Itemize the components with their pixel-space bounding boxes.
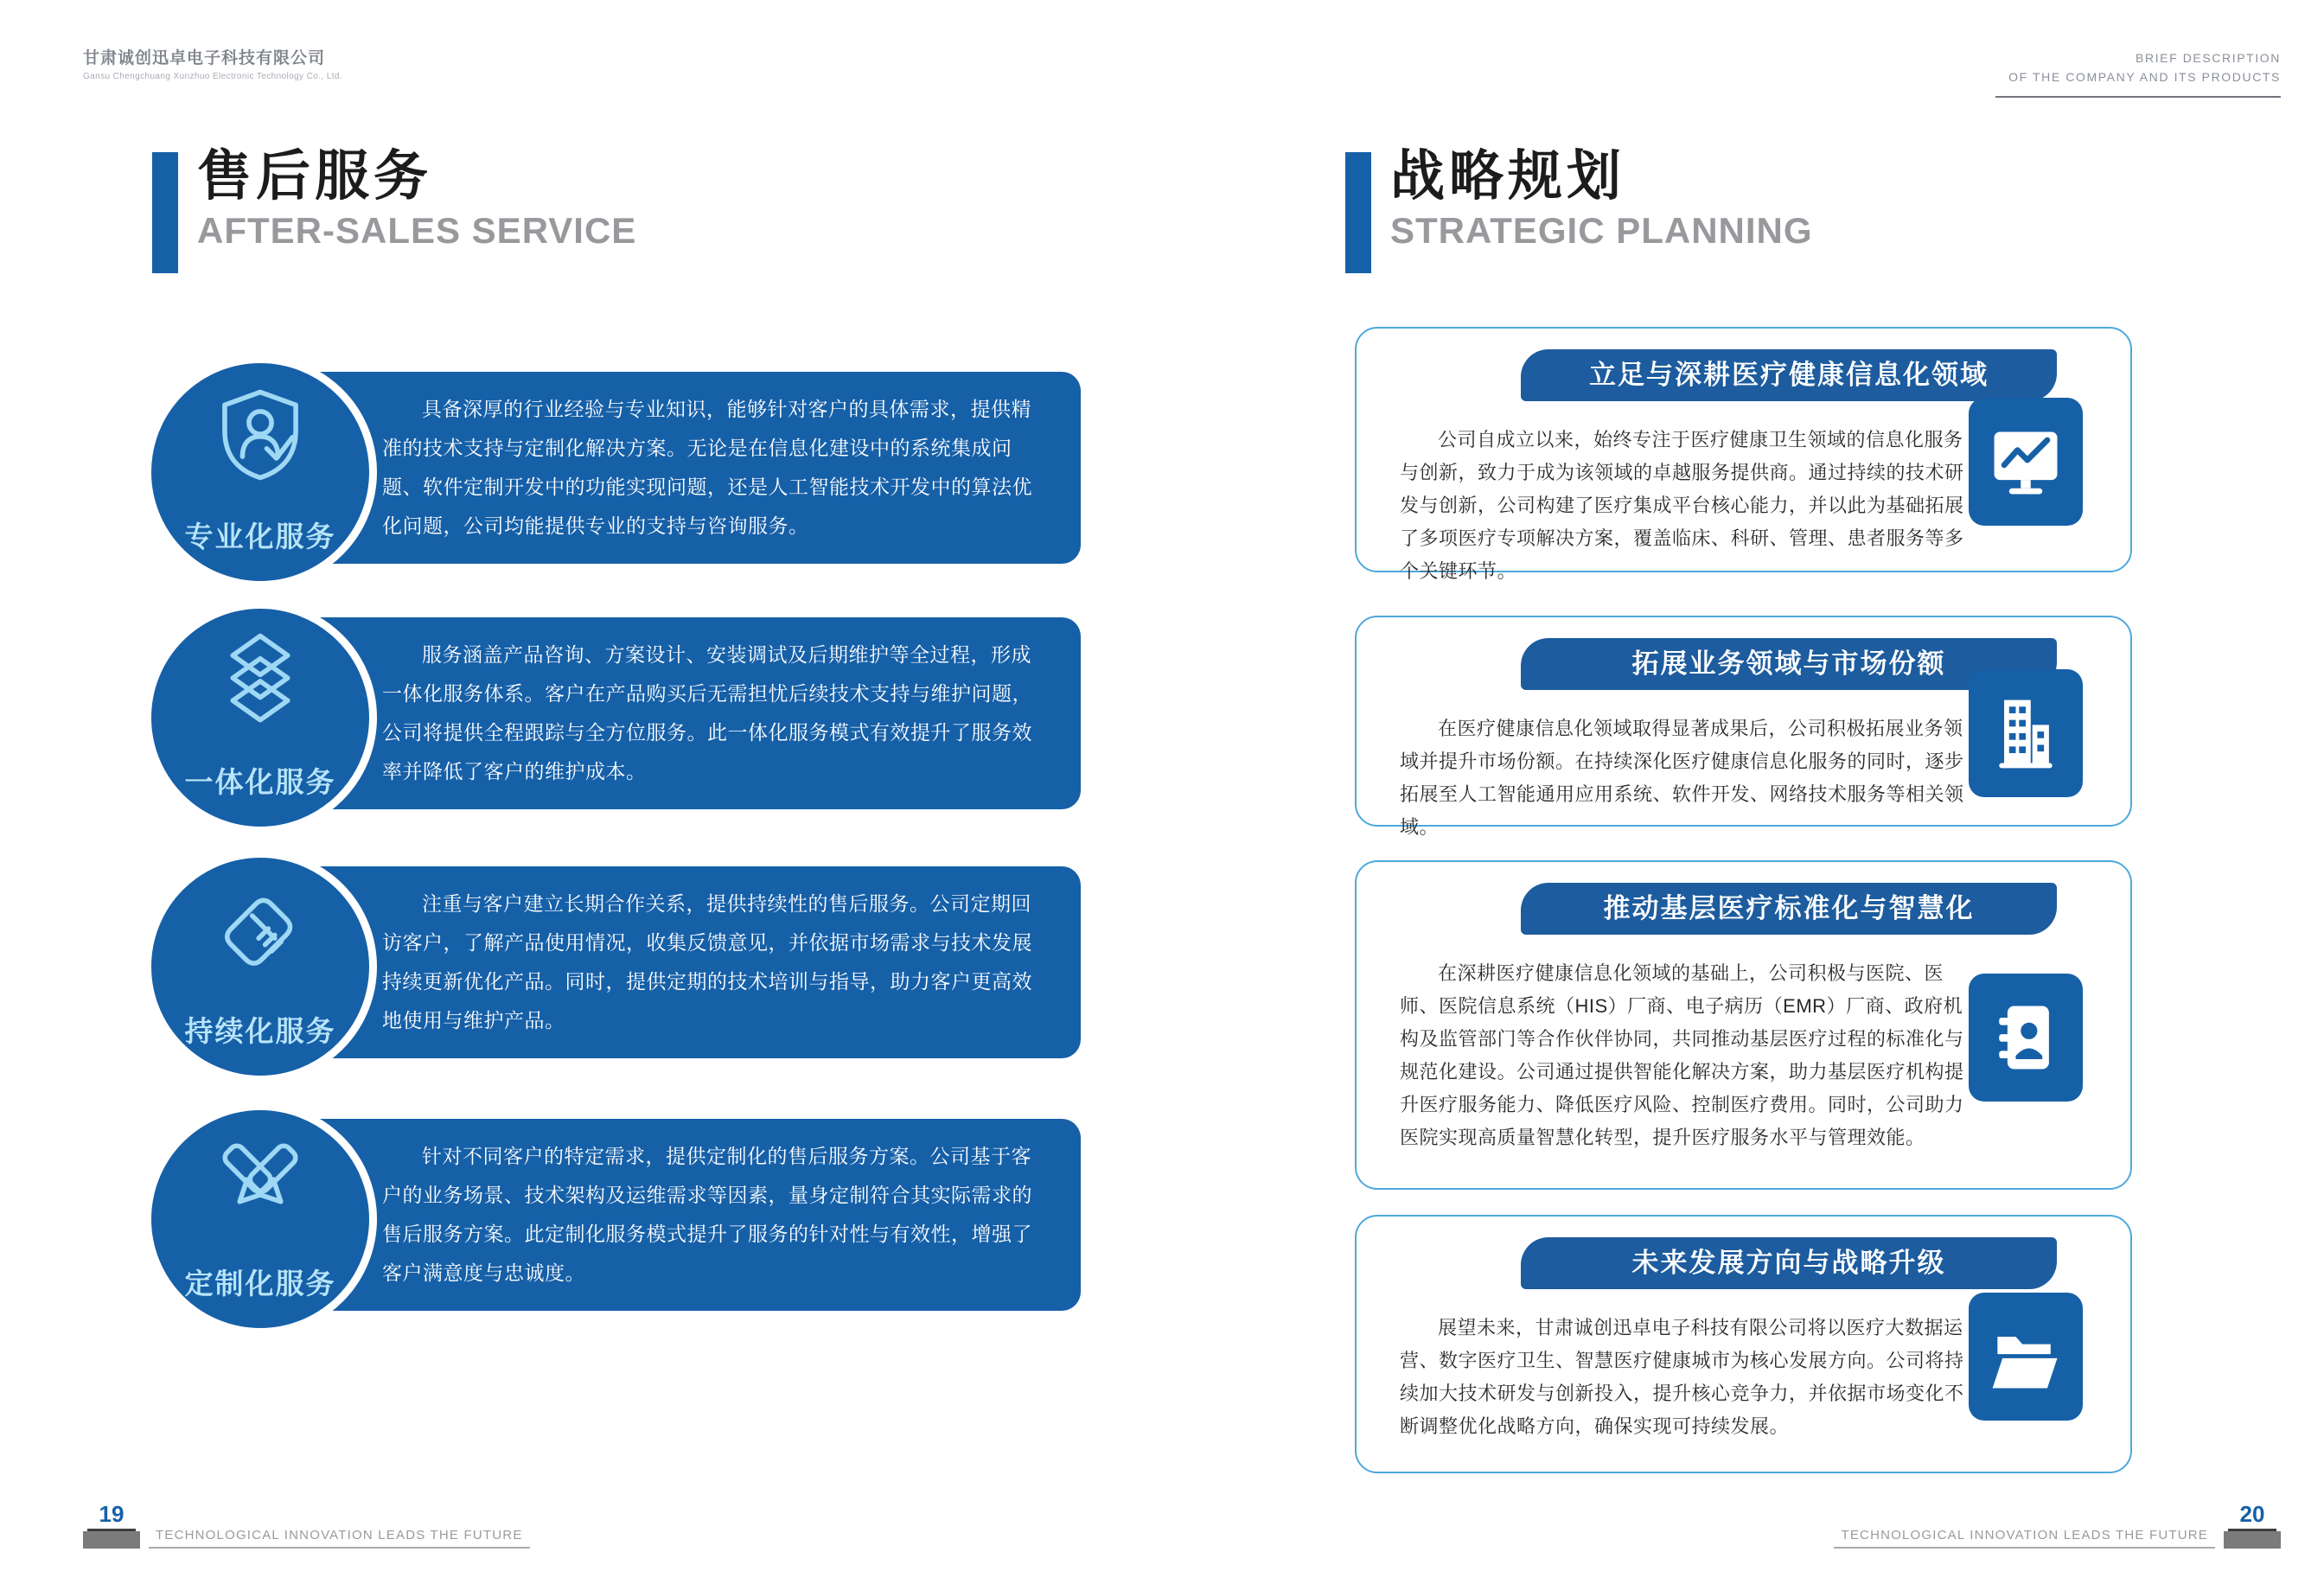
service-text: 针对不同客户的特定需求，提供定制化的售后服务方案。公司基于客户的业务场景、技术架构及运维需求等因素，量身定制符合其实际需求的售后服务方案。此定制化服务模式提升了服务的针对性与有效性，增强了客户满意度与忠诚度。	[382, 1145, 1032, 1284]
service-badge	[144, 1102, 377, 1336]
service-row-customized	[184, 1119, 1081, 1311]
service-badge	[144, 355, 377, 589]
service-text: 注重与客户建立长期合作关系，提供持续性的售后服务。公司定期回访客户，了解产品使用情况，收集反馈意见，并依据市场需求与技术发展持续更新优化产品。同时，提供定期的技术培训与指导，助力客户更高效地使用与维护产品。	[382, 892, 1032, 1032]
handshake-icon	[212, 880, 309, 977]
service-text: 服务涵盖产品咨询、方案设计、安装调试及后期维护等全过程，形成一体化服务体系。客户在产品购买后无需担忧后续技术支持与维护问题，公司将提供全程跟踪与全方位服务。此一体化服务模式有效提升了服务效率并降低了客户的维护成本。	[382, 643, 1032, 782]
service-box	[285, 1119, 1081, 1311]
service-label: 一体化服务	[184, 766, 336, 798]
service-row-integrated	[184, 617, 1081, 809]
card-icon-tile	[1969, 398, 2083, 526]
service-box	[285, 866, 1081, 1058]
strategy-card-primary-care	[1355, 860, 2132, 1190]
card-icon-tile	[1969, 974, 2083, 1102]
service-badge	[144, 850, 377, 1083]
service-label: 持续化服务	[184, 1015, 336, 1047]
service-box	[285, 617, 1081, 809]
service-row-professional	[184, 372, 1081, 564]
building-icon	[1984, 692, 2067, 775]
page-number-box	[83, 1531, 140, 1549]
card-heading: 推动基层医疗标准化与智慧化	[1521, 883, 2057, 935]
footer-slogan: TECHNOLOGICAL INNOVATION LEADS THE FUTURE	[1834, 1528, 2215, 1549]
contact-card-icon	[1984, 996, 2067, 1079]
card-heading: 立足与深耕医疗健康信息化领域	[1521, 349, 2057, 401]
service-row-continuous	[184, 866, 1081, 1058]
service-text: 具备深厚的行业经验与专业知识，能够针对客户的具体需求，提供精准的技术支持与定制化解决方案。无论是在信息化建设中的系统集成问题、软件定制开发中的功能实现问题，还是人工智能技术开发中的算法优化问题，公司均能提供专业的支持与咨询服务。	[382, 398, 1032, 537]
open-folder-icon	[1984, 1315, 2067, 1398]
service-badge	[144, 601, 377, 834]
company-header	[83, 45, 342, 81]
strategy-card-foothold	[1355, 327, 2132, 582]
company-name: 甘肃诚创迅卓电子科技有限公司	[83, 49, 326, 67]
card-heading: 未来发展方向与战略升级	[1521, 1237, 2057, 1289]
left-title-zh: 售后服务	[197, 146, 432, 207]
left-title-en: AFTER-SALES SERVICE	[197, 210, 637, 252]
page-number: 19	[87, 1503, 137, 1531]
strategy-card-future	[1355, 1215, 2132, 1473]
card-icon-tile	[1969, 1293, 2083, 1421]
footer-slogan: TECHNOLOGICAL INNOVATION LEADS THE FUTURE	[149, 1528, 530, 1549]
title-accent-bar	[1345, 152, 1371, 273]
card-text: 展望未来，甘肃诚创迅卓电子科技有限公司将以医疗大数据运营、数字医疗卫生、智慧医疗健康城市为核心发展方向。公司将持续加大技术研发与创新投入，提升核心竞争力，并依据市场变化不断调整优化战略方向，确保实现可持续发展。	[1400, 1317, 1964, 1437]
right-title-en: STRATEGIC PLANNING	[1390, 210, 1813, 252]
doc-title-line1: BRIEF DESCRIPTION	[2136, 51, 2281, 65]
page-number-block	[2224, 1503, 2281, 1549]
page-number-box	[2224, 1531, 2281, 1549]
card-heading: 拓展业务领域与市场份额	[1521, 638, 2057, 690]
service-box	[285, 372, 1081, 564]
card-text: 公司自成立以来，始终专注于医疗健康卫生领域的信息化服务与创新，致力于成为该领域的卓越服务提供商。通过持续的技术研发与创新，公司构建了医疗集成平台核心能力，并以此为基础拓展了多项医疗专项解决方案，覆盖临床、科研、管理、患者服务等多个关键环节。	[1400, 429, 1964, 582]
company-name-en: Gansu Chengchuang Xunzhuo Electronic Technology Co., Ltd.	[83, 72, 343, 81]
footer-left	[83, 1503, 539, 1549]
layers-icon	[212, 631, 309, 728]
doc-title	[1995, 48, 2281, 98]
card-text: 在医疗健康信息化领域取得显著成果后，公司积极拓展业务领域并提升市场份额。在持续深化医疗健康信息化服务的同时，逐步拓展至人工智能通用应用系统、软件开发、网络技术服务等相关领域。	[1400, 718, 1964, 838]
service-label: 专业化服务	[184, 521, 336, 552]
doc-title-line2: OF THE COMPANY AND ITS PRODUCTS	[2008, 70, 2281, 85]
left-page-title	[152, 147, 636, 252]
strategy-card-expansion	[1355, 616, 2132, 838]
footer-right	[1825, 1503, 2281, 1549]
right-page-title	[1345, 147, 1813, 252]
monitor-chart-icon	[1984, 420, 2067, 503]
card-icon-tile	[1969, 669, 2083, 797]
shield-user-check-icon	[212, 386, 309, 482]
page-number-block	[83, 1503, 140, 1549]
title-accent-bar	[152, 152, 178, 273]
page-number: 20	[2228, 1503, 2277, 1531]
service-label: 定制化服务	[184, 1268, 336, 1300]
card-text: 在深耕医疗健康信息化领域的基础上，公司积极与医院、医师、医院信息系统（HIS）厂商、电子病历（EMR）厂商、政府机构及监管部门等合作伙伴协同，共同推动基层医疗过程的标准化与规范化建设。公司通过提供智能化解决方案，助力基层医疗机构提升医疗服务能力、降低医疗风险、控制医疗费用。同时，公司助力医院实现高质量智慧化转型，提升医疗服务水平与管理效能。	[1400, 962, 1964, 1148]
right-title-zh: 战略规划	[1390, 146, 1625, 207]
crossed-pens-icon	[212, 1133, 309, 1230]
